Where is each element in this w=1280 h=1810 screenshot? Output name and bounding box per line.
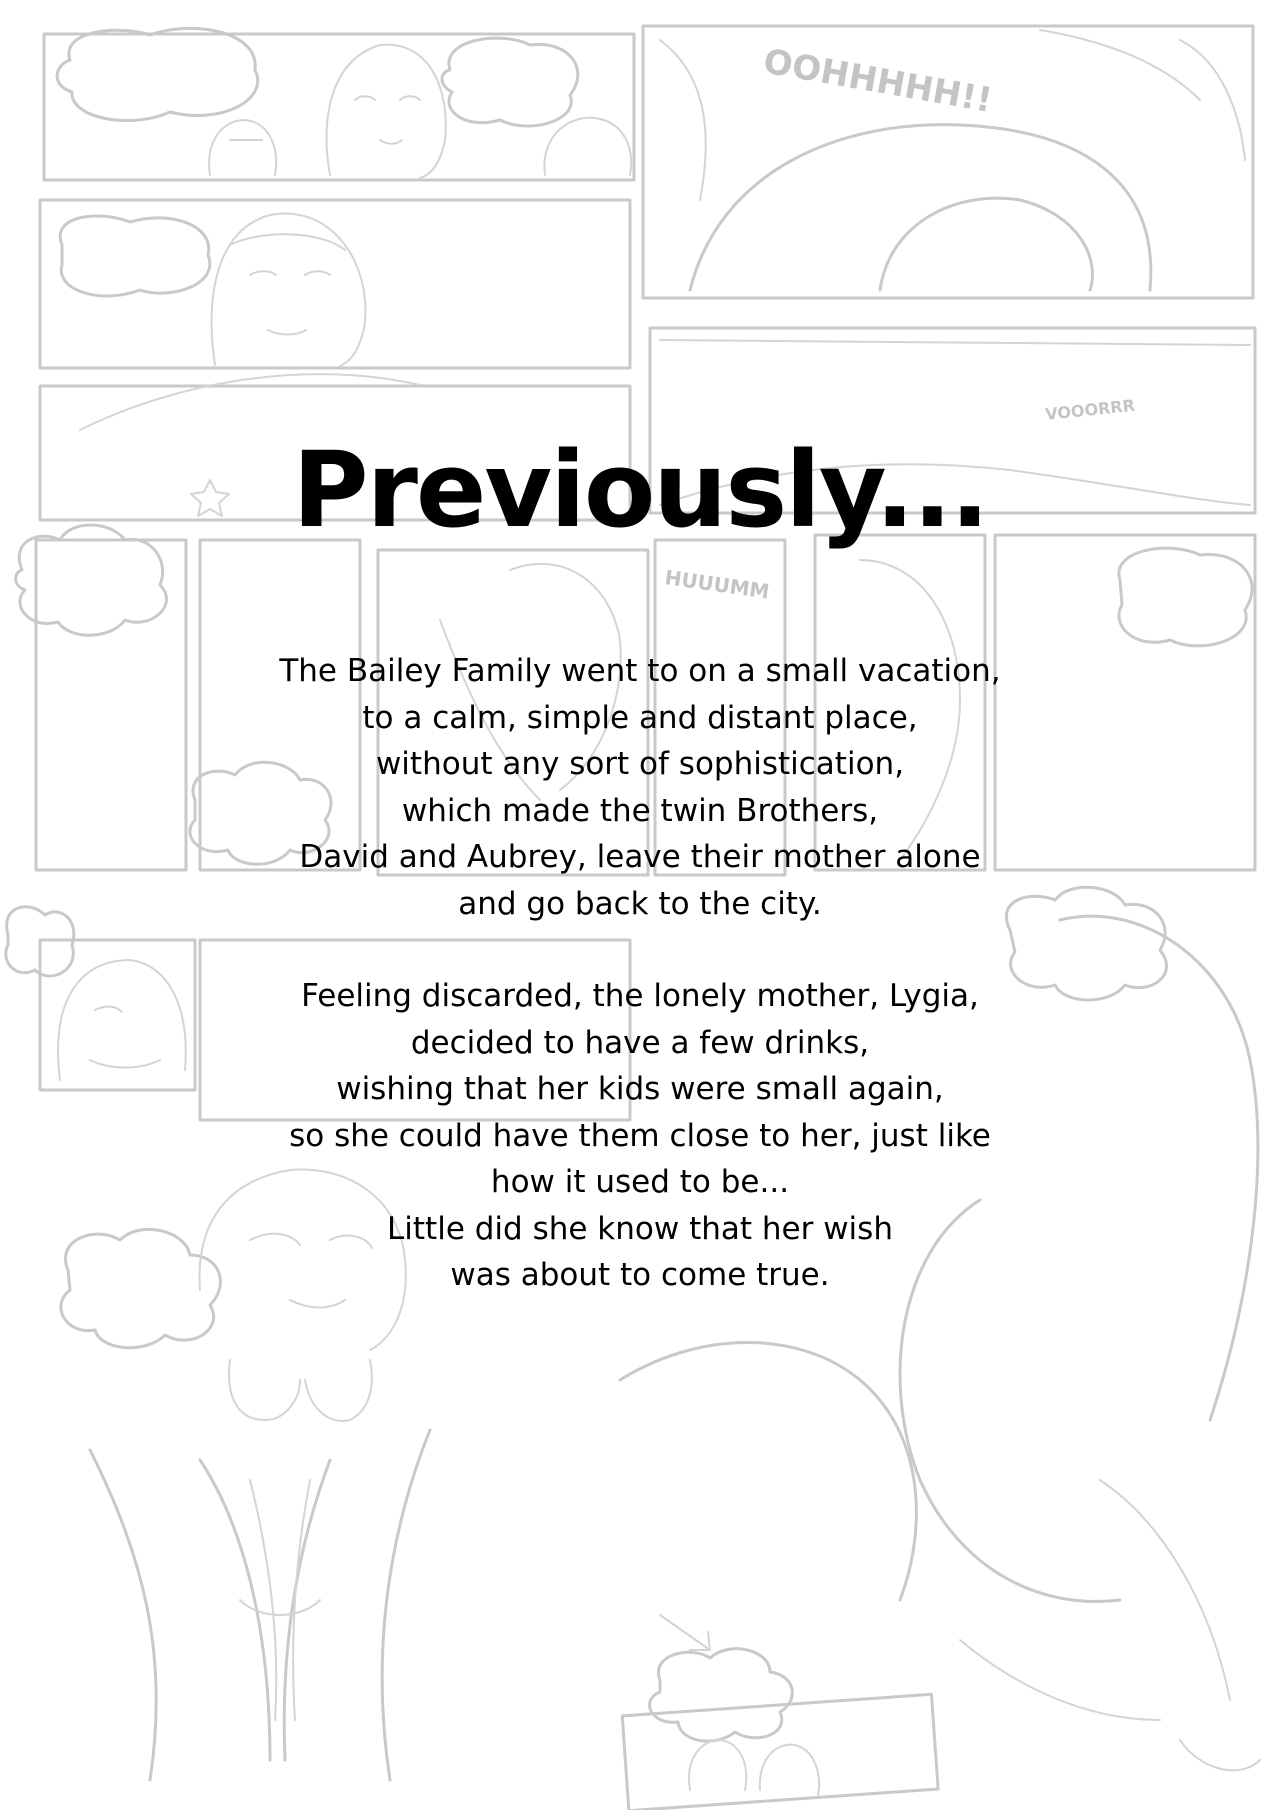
recap-text	[140, 648, 1140, 1299]
recap-line: wishing that her kids were small again,	[336, 1071, 944, 1107]
arrow-sketch	[660, 1615, 710, 1650]
figure-sketch	[960, 1480, 1260, 1770]
recap-line: David and Aubrey, leave their mother alone	[299, 839, 981, 875]
recap-line: The Bailey Family went to on a small vacation,	[279, 653, 1001, 689]
comic-panel	[643, 26, 1253, 298]
character-sketch	[544, 118, 631, 175]
figure-sketch	[880, 198, 1092, 290]
recap-line: how it used to be...	[490, 1164, 790, 1200]
figure-sketch	[620, 1343, 916, 1601]
recap-line: and go back to the city.	[458, 885, 822, 922]
comic-panel	[40, 200, 630, 368]
character-sketch	[327, 45, 446, 178]
thought-bubble	[650, 1649, 793, 1741]
recap-line: Little did she know that her wish	[387, 1210, 893, 1247]
sound-effect: OOHHHHH!!	[760, 41, 995, 121]
figure-sketch	[240, 1480, 320, 1720]
figure-sketch	[229, 1360, 372, 1421]
figure-sketch	[690, 125, 1151, 290]
recap-line: decided to have a few drinks,	[410, 1024, 870, 1061]
recap-line: Feeling discarded, the lonely mother, Lygia,	[301, 978, 979, 1014]
recap-line: was about to come true.	[450, 1257, 830, 1293]
recap-paragraph	[140, 973, 1140, 1299]
recap-line: without any sort of sophistication,	[375, 746, 905, 782]
recap-line: which made the twin Brothers,	[401, 792, 879, 829]
sound-effect: HUUUMM	[663, 565, 771, 604]
paragraph-gap	[140, 927, 1140, 973]
speech-bubble	[1119, 548, 1252, 646]
speech-bubble	[60, 216, 210, 296]
sound-effect: VOOORRR	[1044, 395, 1136, 424]
speech-bubble	[442, 38, 578, 126]
figure-sketch	[660, 30, 1245, 200]
character-sketch	[212, 213, 366, 366]
speech-bubble	[57, 28, 258, 120]
page-title: Previously...	[292, 428, 988, 551]
recap-line: to a calm, simple and distant place,	[362, 699, 918, 736]
recap-line: so she could have them close to her, just like	[289, 1117, 991, 1154]
character-sketch	[209, 120, 276, 175]
figure-sketch	[90, 1430, 430, 1780]
character-sketch	[689, 1740, 819, 1795]
recap-paragraph	[140, 648, 1140, 927]
